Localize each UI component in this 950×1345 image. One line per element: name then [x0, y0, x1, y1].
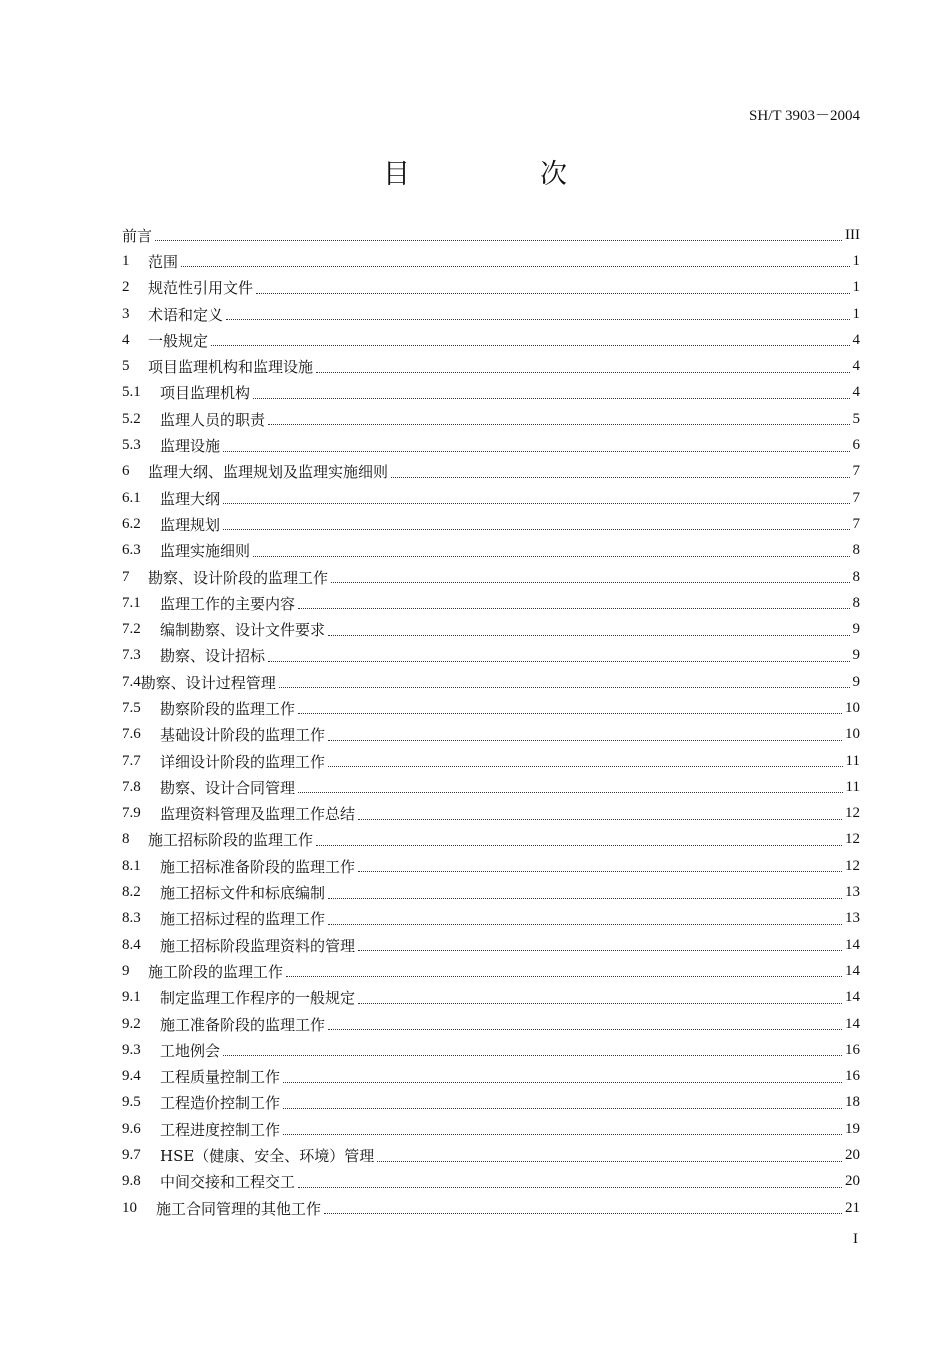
toc-entry-title: 项目监理机构和监理设施 [148, 358, 314, 377]
toc-entry[interactable] [122, 590, 860, 616]
toc-entry-title: 制定监理工作程序的一般规定 [160, 989, 356, 1008]
dot-leader [298, 791, 843, 793]
toc-entry-title: 前言 [122, 226, 153, 245]
dot-leader [358, 1002, 842, 1004]
dot-leader [316, 371, 849, 373]
toc-entry-title: 范围 [148, 252, 179, 271]
toc-entry-page: 14 [845, 936, 860, 953]
toc-entry-page: 7 [852, 489, 860, 506]
dot-leader [223, 450, 849, 452]
toc-entry-number: 6.2 [122, 515, 141, 532]
toc-entry-page: 12 [845, 831, 860, 848]
toc-entry[interactable] [122, 1116, 860, 1142]
toc-entry[interactable] [122, 669, 860, 695]
toc-entry-title: HSE（健康、安全、环境）管理 [160, 1147, 375, 1166]
toc-entry-title: 基础设计阶段的监理工作 [160, 726, 326, 745]
toc-entry-number: 7 [122, 568, 130, 585]
toc-entry-number: 7.8 [122, 778, 141, 795]
dot-leader [328, 1028, 842, 1030]
toc-entry-number: 9.8 [122, 1173, 141, 1190]
toc-entry[interactable] [122, 248, 860, 274]
toc-entry-number: 6 [122, 463, 130, 480]
toc-entry[interactable] [122, 1169, 860, 1195]
dot-leader [328, 923, 842, 925]
dot-leader [377, 1160, 842, 1162]
page-title [0, 152, 950, 191]
dot-leader [268, 660, 849, 662]
toc-entry-number: 8.4 [122, 936, 141, 953]
toc-entry-page: 1 [852, 305, 860, 322]
toc-entry[interactable] [122, 1090, 860, 1116]
dot-leader [256, 292, 849, 294]
dot-leader [253, 555, 849, 557]
dot-leader [268, 423, 849, 425]
toc-entry-title: 施工招标过程的监理工作 [160, 910, 326, 929]
toc-entry-number: 7.7 [122, 752, 141, 769]
toc-entry-page: 12 [845, 805, 860, 822]
dot-leader [316, 844, 842, 846]
toc-entry[interactable] [122, 853, 860, 879]
toc-entry-number: 8.3 [122, 910, 141, 927]
toc-entry-page: 19 [845, 1120, 860, 1137]
toc-entry-number: 4 [122, 331, 130, 348]
toc-entry[interactable] [122, 695, 860, 721]
toc-entry-page: 14 [845, 989, 860, 1006]
toc-entry-number: 7.4 [122, 673, 141, 690]
toc-entry-title: 勘察、设计阶段的监理工作 [148, 568, 329, 587]
toc-entry-page: 8 [852, 594, 860, 611]
toc-entry-page: 7 [852, 463, 860, 480]
toc-entry[interactable] [122, 932, 860, 958]
toc-entry-page: 13 [845, 910, 860, 927]
toc-entry-number: 9.6 [122, 1120, 141, 1137]
toc-entry-page: 13 [845, 884, 860, 901]
toc-entry[interactable] [122, 275, 860, 301]
dot-leader [328, 897, 842, 899]
toc-entry[interactable] [122, 1142, 860, 1168]
toc-entry-number: 2 [122, 279, 130, 296]
toc-entry-title: 工程造价控制工作 [160, 1094, 281, 1113]
toc-entry[interactable] [122, 380, 860, 406]
toc-entry-page: 1 [852, 252, 860, 269]
dot-leader [286, 975, 842, 977]
toc-entry[interactable] [122, 827, 860, 853]
toc-entry-page: 20 [845, 1147, 860, 1164]
toc-entry[interactable] [122, 1195, 860, 1221]
toc-entry[interactable] [122, 801, 860, 827]
toc-entry-title: 工程进度控制工作 [160, 1120, 281, 1139]
toc-entry-title: 施工招标准备阶段的监理工作 [160, 857, 356, 876]
toc-entry[interactable] [122, 222, 860, 248]
toc-entry-page: 10 [845, 699, 860, 716]
toc-entry[interactable] [122, 958, 860, 984]
toc-entry[interactable] [122, 511, 860, 537]
toc-entry-title: 施工准备阶段的监理工作 [160, 1015, 326, 1034]
toc-entry[interactable] [122, 879, 860, 905]
toc-entry[interactable] [122, 748, 860, 774]
toc-entry-page: III [845, 226, 860, 243]
dot-leader [358, 949, 842, 951]
toc-entry-number: 9.5 [122, 1094, 141, 1111]
toc-entry[interactable] [122, 643, 860, 669]
dot-leader [391, 476, 849, 478]
title-part-2: 次 [540, 159, 567, 190]
toc-entry-page: 9 [852, 647, 860, 664]
toc-entry-number: 7.1 [122, 594, 141, 611]
toc-entry-number: 9.4 [122, 1068, 141, 1085]
toc-entry-number: 7.2 [122, 621, 141, 638]
dot-leader [283, 1081, 842, 1083]
title-part-1: 目 [383, 159, 410, 190]
toc-entry-page: 9 [852, 621, 860, 638]
toc-entry-page: 12 [845, 857, 860, 874]
dot-leader [298, 1186, 842, 1188]
toc-entry-number: 7.6 [122, 726, 141, 743]
toc-entry[interactable] [122, 722, 860, 748]
toc-entry-number: 5.2 [122, 410, 141, 427]
toc-entry-number: 9.1 [122, 989, 141, 1006]
table-of-contents [122, 222, 860, 1221]
toc-entry-page: 7 [852, 515, 860, 532]
dot-leader [253, 397, 849, 399]
toc-entry-title: 术语和定义 [148, 305, 224, 324]
toc-entry-number: 9.7 [122, 1147, 141, 1164]
toc-entry-number: 5.3 [122, 437, 141, 454]
toc-entry-page: 16 [845, 1041, 860, 1058]
toc-entry-page: 4 [852, 331, 860, 348]
dot-leader [283, 1107, 842, 1109]
toc-entry-number: 5.1 [122, 384, 141, 401]
toc-entry-title: 勘察、设计合同管理 [160, 778, 296, 797]
dot-leader [211, 344, 849, 346]
toc-entry-page: 8 [852, 542, 860, 559]
toc-entry-title: 监理工作的主要内容 [160, 594, 296, 613]
toc-entry-title: 施工阶段的监理工作 [148, 962, 284, 981]
toc-entry[interactable] [122, 1011, 860, 1037]
toc-entry-page: 14 [845, 962, 860, 979]
toc-entry-page: 8 [852, 568, 860, 585]
toc-entry-number: 6.3 [122, 542, 141, 559]
toc-entry-title: 勘察阶段的监理工作 [160, 699, 296, 718]
toc-entry-page: 20 [845, 1173, 860, 1190]
toc-entry[interactable] [122, 985, 860, 1011]
toc-entry[interactable] [122, 432, 860, 458]
toc-entry[interactable] [122, 353, 860, 379]
dot-leader [298, 712, 842, 714]
toc-entry-page: 18 [845, 1094, 860, 1111]
toc-entry-title: 编制勘察、设计文件要求 [160, 621, 326, 640]
toc-entry-page: 9 [852, 673, 860, 690]
dot-leader [331, 581, 849, 583]
toc-entry[interactable] [122, 616, 860, 642]
toc-entry-page: 11 [845, 752, 860, 769]
toc-entry-number: 7.9 [122, 805, 141, 822]
dot-leader [328, 765, 843, 767]
toc-entry-number: 9.2 [122, 1015, 141, 1032]
dot-leader [279, 686, 850, 688]
dot-leader [358, 818, 842, 820]
toc-entry-page: 4 [852, 358, 860, 375]
dot-leader [226, 318, 849, 320]
dot-leader [324, 1212, 842, 1214]
standard-number: SH/T 3903－2004 [749, 108, 860, 124]
toc-entry-page: 1 [852, 279, 860, 296]
toc-entry-title: 施工招标阶段的监理工作 [148, 831, 314, 850]
toc-entry-title: 工地例会 [160, 1041, 221, 1060]
toc-entry[interactable] [122, 485, 860, 511]
toc-entry-title: 监理设施 [160, 437, 221, 456]
toc-entry-page: 14 [845, 1015, 860, 1032]
toc-entry-title: 中间交接和工程交工 [160, 1173, 296, 1192]
toc-entry-number: 6.1 [122, 489, 141, 506]
toc-entry-title: 监理大纲、监理规划及监理实施细则 [148, 463, 389, 482]
toc-entry-title: 施工合同管理的其他工作 [156, 1199, 322, 1218]
toc-entry[interactable] [122, 774, 860, 800]
dot-leader [328, 634, 849, 636]
toc-entry[interactable] [122, 301, 860, 327]
dot-leader [223, 528, 849, 530]
toc-entry-title: 工程质量控制工作 [160, 1068, 281, 1087]
toc-entry-title: 监理大纲 [160, 489, 221, 508]
toc-entry-title: 项目监理机构 [160, 384, 251, 403]
toc-entry-title: 一般规定 [148, 331, 209, 350]
toc-entry-number: 5 [122, 358, 130, 375]
toc-entry-page: 10 [845, 726, 860, 743]
toc-entry-page: 16 [845, 1068, 860, 1085]
toc-entry-number: 1 [122, 252, 130, 269]
toc-entry-title: 监理实施细则 [160, 542, 251, 561]
toc-entry-number: 8.2 [122, 884, 141, 901]
toc-entry-page: 5 [852, 410, 860, 427]
dot-leader [358, 870, 842, 872]
dot-leader [223, 502, 849, 504]
toc-entry-title: 勘察、设计招标 [160, 647, 266, 666]
toc-entry-number: 7.5 [122, 699, 141, 716]
toc-entry-number: 3 [122, 305, 130, 322]
toc-entry-title: 规范性引用文件 [148, 279, 254, 298]
toc-entry-title: 监理规划 [160, 515, 221, 534]
toc-entry[interactable] [122, 906, 860, 932]
toc-entry[interactable] [122, 1064, 860, 1090]
toc-entry-title: 施工招标阶段监理资料的管理 [160, 936, 356, 955]
dot-leader [223, 1054, 842, 1056]
dot-leader [283, 1133, 842, 1135]
toc-entry-number: 7.3 [122, 647, 141, 664]
toc-entry-page: 11 [845, 778, 860, 795]
toc-entry[interactable] [122, 406, 860, 432]
toc-entry-page: 21 [845, 1199, 860, 1216]
dot-leader [181, 265, 849, 267]
toc-entry-number: 8 [122, 831, 130, 848]
toc-entry-title: 详细设计阶段的监理工作 [160, 752, 326, 771]
toc-entry-number: 8.1 [122, 857, 141, 874]
toc-entry-number: 9.3 [122, 1041, 141, 1058]
toc-entry-title: 施工招标文件和标底编制 [160, 884, 326, 903]
toc-entry[interactable] [122, 538, 860, 564]
toc-entry-title: 监理人员的职责 [160, 410, 266, 429]
dot-leader [155, 239, 842, 241]
toc-entry[interactable] [122, 459, 860, 485]
toc-entry-page: 4 [852, 384, 860, 401]
toc-entry[interactable] [122, 564, 860, 590]
toc-entry-title: 勘察、设计过程管理 [140, 673, 276, 692]
dot-leader [298, 607, 849, 609]
toc-entry-number: 10 [122, 1199, 137, 1216]
toc-entry[interactable] [122, 327, 860, 353]
dot-leader [328, 739, 842, 741]
toc-entry[interactable] [122, 1037, 860, 1063]
toc-entry-title: 监理资料管理及监理工作总结 [160, 805, 356, 824]
page-number: I [853, 1231, 858, 1247]
toc-entry-number: 9 [122, 962, 130, 979]
toc-entry-page: 6 [852, 437, 860, 454]
